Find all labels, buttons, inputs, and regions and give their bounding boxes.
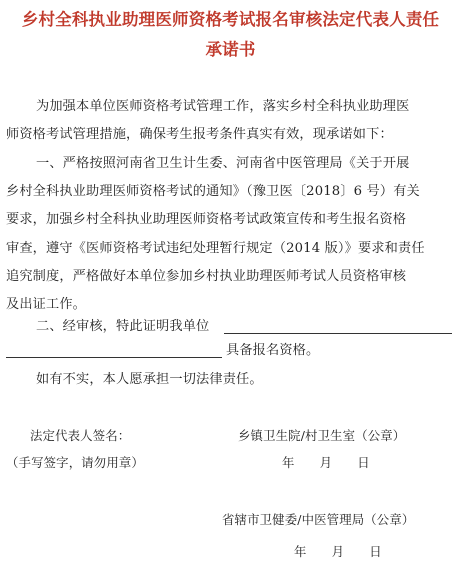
clause1-line-1: 一、严格按照河南省卫生计生委、河南省中医管理局《关于开展 [36,156,410,171]
liability-statement: 如有不实，本人愿承担一切法律责任。 [36,372,263,387]
clause1-line-3: 要求，加强乡村全科执业助理医师资格考试政策宣传和考生报名资格 [6,212,407,227]
clause1-line-6: 及出证工作。 [6,297,87,312]
legal-rep-signature-label: 法定代表人签名： [30,428,131,443]
clause1-line-2: 乡村全科执业助理医师资格考试的通知》（豫卫医〔2018〕6 号）有关 [6,184,420,199]
clause1-line-5: 追究制度，严格做好本单位参加乡村执业助理医师考试人员资格审核 [6,269,407,284]
handwrite-signature-note: （手写签字，请勿用章） [6,455,144,470]
document-title-line1: 乡村全科执业助理医师资格考试报名审核法定代表人责任 [21,10,440,29]
township-clinic-seal-label: 乡镇卫生院/村卫生室（公章） [238,428,406,443]
clause2-suffix: 具备报名资格。 [226,343,320,358]
document-title-line2: 承诺书 [205,40,256,59]
clause1-line-4: 审查，遵守《医师资格考试违纪处理暂行规定（2014 版）》要求和责任 [6,241,425,256]
date-line-1: 年 月 日 [282,455,370,470]
city-health-commission-seal-label: 省辖市卫健委/中医管理局（公章） [222,512,415,527]
intro-line-2: 师资格考试管理措施，确保考生报考条件真实有效，现承诺如下： [6,127,393,142]
clause2-prefix: 二、经审核，特此证明我单位 [36,319,210,334]
date-line-2: 年 月 日 [294,544,382,559]
unit-name-blank-line-2 [6,357,222,358]
intro-line-1: 为加强本单位医师资格考试管理工作，落实乡村全科执业助理医 [36,99,410,114]
unit-name-blank-line [224,333,452,334]
